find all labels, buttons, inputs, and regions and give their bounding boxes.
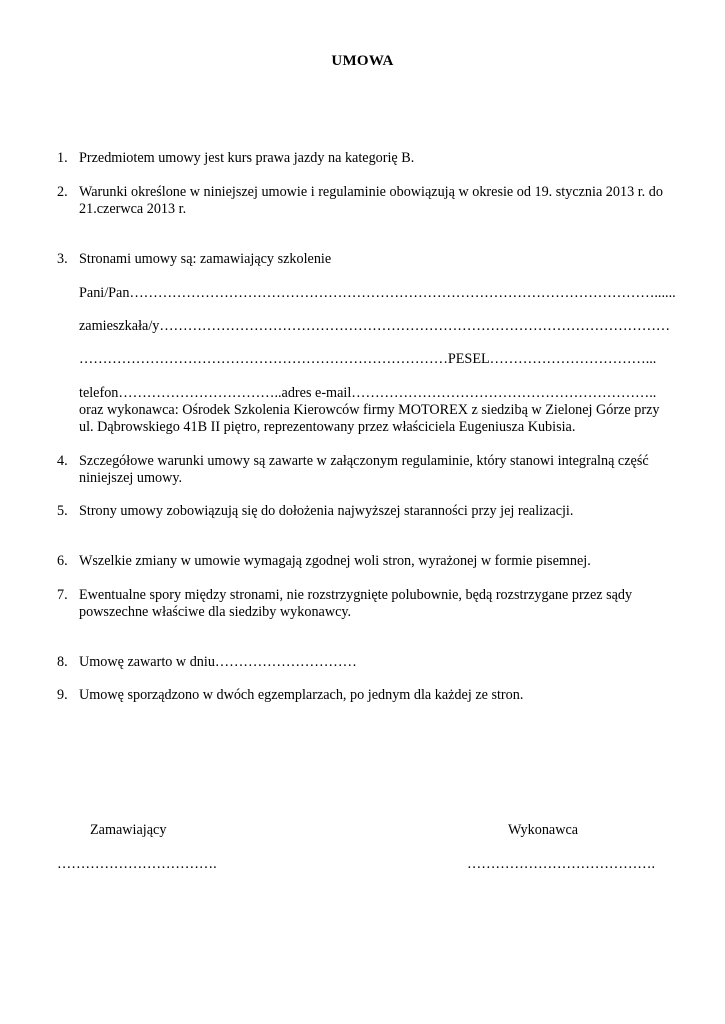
item-number: 5. [57,503,68,519]
item-number: 6. [57,553,68,569]
item-number: 7. [57,587,68,603]
item-number: 8. [57,654,68,670]
signature-label-client: Zamawiający [90,822,167,838]
page-title: UMOWA [331,53,394,69]
item-text: Warunki określone w niniejszej umowie i regulaminie obowiązują w okresie od 19. stycznia 2013 r. do [79,184,663,200]
client-address-field: zamieszkała/y……………………………………………………………………………………………… [79,318,671,334]
item-text: niniejszej umowy. [79,470,183,486]
item-number: 9. [57,687,68,703]
signature-label-contractor: Wykonawca [508,822,579,838]
item-text: 21.czerwca 2013 r. [79,201,187,217]
item-text: Stronami umowy są: zamawiający szkolenie [79,251,332,267]
item-number: 4. [57,453,68,469]
client-contact-field: telefon……………………………..adres e-mail……………………………………………………….. [79,385,657,401]
item-text: powszechne właściwe dla siedziby wykonawcy. [79,604,352,620]
signature-line-client: ……………………………. [57,856,217,872]
signature-line-contractor: …………………………………. [467,856,655,872]
item-text: Umowę sporządzono w dwóch egzemplarzach, po jednym dla każdej ze stron. [79,687,524,703]
item-number: 2. [57,184,68,200]
item-text: Szczegółowe warunki umowy są zawarte w załączonym regulaminie, który stanowi integralną część [79,453,649,469]
item-text: Strony umowy zobowiązują się do dołożenia najwyższej staranności przy jej realizacji. [79,503,574,519]
item-text: Przedmiotem umowy jest kurs prawa jazdy na kategorię B. [79,150,415,166]
item-number: 1. [57,150,68,166]
item-number: 3. [57,251,68,267]
item-text: Wszelkie zmiany w umowie wymagają zgodnej woli stron, wyrażonej w formie pisemnej. [79,553,591,569]
contractor-description: oraz wykonawca: Ośrodek Szkolenia Kierowców firmy MOTOREX z siedzibą w Zielonej Górze przy [79,402,660,418]
client-name-field: Pani/Pan…………………………………………………………………………………………………...... [79,285,676,301]
client-pesel-field: ……………………………………………………………………PESEL……………………………... [79,351,657,367]
contractor-address: ul. Dąbrowskiego 41B II piętro, reprezentowany przez właściciela Eugeniusza Kubisia. [79,419,576,435]
item-text: Ewentualne spory między stronami, nie rozstrzygnięte polubownie, będą rozstrzygane przez sądy [79,587,633,603]
item-text: Umowę zawarto w dniu………………………… [79,654,357,670]
